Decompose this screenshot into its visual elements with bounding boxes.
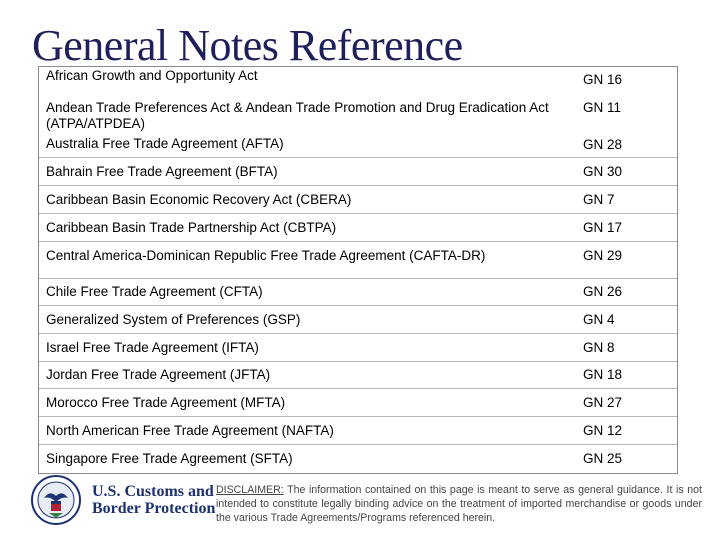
- agreement-name: Andean Trade Preferences Act & Andean Trade Promotion and Drug Eradication Act (ATPA/ATPDEA): [46, 100, 549, 131]
- dhs-seal-icon: [30, 474, 82, 526]
- general-note-code: GN 7: [583, 192, 615, 207]
- general-note-code: GN 26: [583, 284, 623, 299]
- general-note-code: GN 25: [583, 451, 623, 466]
- agreement-name: Caribbean Basin Trade Partnership Act (CBTPA): [46, 220, 337, 235]
- agreement-name: Bahrain Free Trade Agreement (BFTA): [46, 164, 278, 179]
- agreement-name: Singapore Free Trade Agreement (SFTA): [46, 451, 293, 466]
- general-note-code: GN 4: [583, 312, 615, 327]
- general-note-code: GN 12: [583, 423, 623, 438]
- row-divider: [39, 157, 677, 158]
- cbp-logo: [30, 474, 216, 526]
- disclaimer-label: DISCLAIMER:: [216, 484, 284, 496]
- general-note-code: GN 8: [583, 340, 615, 355]
- agreement-name: African Growth and Opportunity Act: [46, 68, 258, 83]
- agreement-name: Morocco Free Trade Agreement (MFTA): [46, 395, 286, 410]
- general-note-code: GN 11: [583, 100, 622, 115]
- disclaimer: [216, 483, 702, 525]
- general-notes-table: [38, 66, 678, 474]
- general-note-code: GN 18: [583, 367, 623, 382]
- general-note-code: GN 30: [583, 164, 623, 179]
- row-divider: [39, 213, 677, 214]
- agreement-name: Caribbean Basin Economic Recovery Act (CBERA): [46, 192, 352, 207]
- agreement-name: Central America-Dominican Republic Free Trade Agreement (CAFTA-DR): [46, 248, 486, 263]
- general-note-code: GN 16: [583, 72, 623, 87]
- row-divider: [39, 361, 677, 362]
- row-divider: [39, 388, 677, 389]
- general-note-code: GN 28: [583, 137, 623, 152]
- agreement-name: Israel Free Trade Agreement (IFTA): [46, 340, 259, 355]
- row-divider: [39, 241, 677, 242]
- agreement-name: Chile Free Trade Agreement (CFTA): [46, 284, 263, 299]
- disclaimer-text: The information contained on this page is meant to serve as general guidance. It is not intended to constitute legally binding advice on the treatment of imported merchandise or goods under the various Trade Agreements/Programs referenced herein.: [216, 484, 702, 524]
- row-divider: [39, 333, 677, 334]
- general-note-code: GN 27: [583, 395, 623, 410]
- general-note-code: GN 29: [583, 248, 623, 263]
- agreement-name: North American Free Trade Agreement (NAFTA): [46, 423, 334, 438]
- row-divider: [39, 305, 677, 306]
- cbp-logo-text: [92, 483, 215, 517]
- agreement-name: Jordan Free Trade Agreement (JFTA): [46, 367, 271, 382]
- general-note-code: GN 17: [583, 220, 623, 235]
- row-divider: [39, 278, 677, 279]
- agreement-name: Generalized System of Preferences (GSP): [46, 312, 301, 327]
- logo-line-1: U.S. Customs and: [92, 483, 214, 500]
- agreement-name: Australia Free Trade Agreement (AFTA): [46, 136, 284, 151]
- page-title: General Notes Reference: [32, 21, 463, 70]
- logo-line-2: Border Protection: [92, 500, 216, 517]
- row-divider: [39, 185, 677, 186]
- row-divider: [39, 444, 677, 445]
- row-divider: [39, 416, 677, 417]
